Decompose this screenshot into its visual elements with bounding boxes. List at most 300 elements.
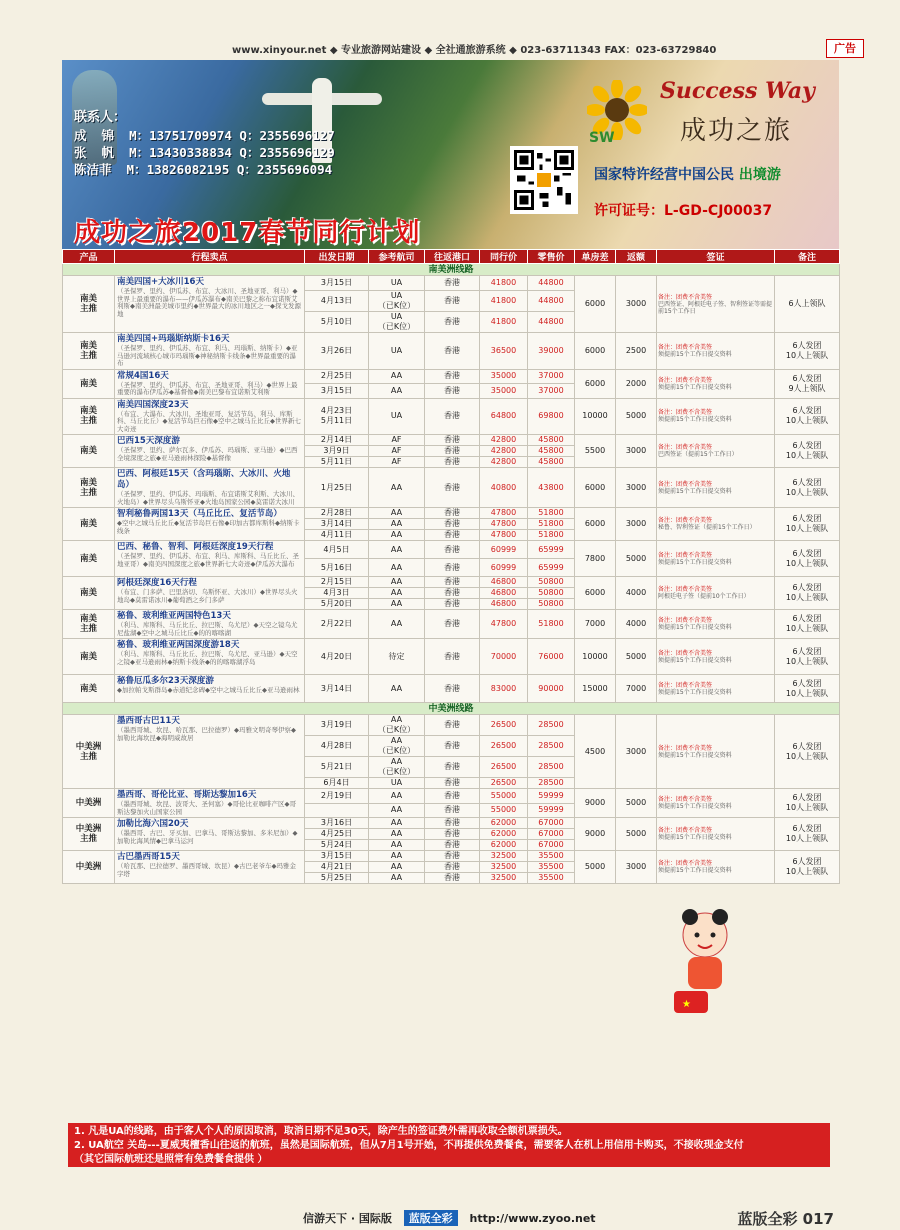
port-cell: 香港 [425, 715, 480, 736]
port-cell: 香港 [425, 757, 480, 778]
date-cell: 6月4日 [305, 778, 369, 789]
product-cell: 南美 [63, 577, 115, 610]
table-row [63, 333, 840, 370]
peer-price-cell: 32500 [480, 862, 528, 873]
single-supplement-cell: 4500 [575, 715, 616, 789]
visa-detail: 须提前15个工作日提交资料 [658, 751, 732, 759]
column-header: 行程卖点 [115, 250, 305, 264]
visa-heading: 备注：团费不含美签 [658, 293, 713, 301]
airline-cell: AA [369, 840, 425, 851]
airline-cell: AA [369, 862, 425, 873]
retail-price-cell: 28500 [528, 715, 575, 736]
airline-cell: AA [369, 577, 425, 588]
port-cell: 香港 [425, 457, 480, 468]
retail-price-cell: 37000 [528, 384, 575, 399]
date-cell: 4月25日 [305, 829, 369, 840]
contact-banner-text: www.xinyour.net ◆ 专业旅游网站建设 ◆ 全社通旅游系统 ◆ 023-63711343 FAX：023-63729840 [232, 45, 717, 56]
product-cell: 南美 主推 [63, 398, 115, 435]
itinerary-name: 南美四国深度23天 [117, 399, 189, 410]
visa-heading: 备注：团费不含美签 [658, 517, 713, 524]
retail-price-cell: 65999 [528, 559, 575, 577]
port-cell: 香港 [425, 588, 480, 599]
footer-url[interactable]: http://www.zyoo.net [469, 1212, 596, 1225]
airline-cell: AA [369, 829, 425, 840]
itinerary-cell [115, 333, 305, 370]
single-supplement-cell: 6000 [575, 468, 616, 508]
peer-price-cell: 35000 [480, 384, 528, 399]
retail-price-cell: 28500 [528, 757, 575, 778]
port-cell: 香港 [425, 818, 480, 829]
column-header: 签证 [657, 250, 775, 264]
single-supplement-cell: 9000 [575, 818, 616, 851]
itinerary-name: 加勒比海六国20天 [117, 819, 189, 829]
peer-price-cell: 35000 [480, 369, 528, 384]
port-cell: 香港 [425, 639, 480, 675]
itinerary-cell [115, 715, 305, 789]
itinerary-cell [115, 675, 305, 703]
itinerary-name: 秘鲁厄瓜多尔23天深度游 [117, 676, 214, 686]
airline-cell: AF [369, 446, 425, 457]
visa-detail: 阿根廷电子签（提前10个工作日） [658, 593, 750, 600]
rebate-cell: 3000 [616, 276, 657, 333]
port-cell: 香港 [425, 435, 480, 446]
retail-price-cell: 69800 [528, 398, 575, 435]
retail-price-cell: 37000 [528, 369, 575, 384]
airline-cell: AF [369, 435, 425, 446]
column-header: 出发日期 [305, 250, 369, 264]
remark-cell: 6人发团 10人上领队 [775, 715, 840, 789]
retail-price-cell: 35500 [528, 873, 575, 884]
visa-cell [657, 851, 775, 884]
visa-detail: 须提前15个工作日提交资料 [658, 487, 732, 495]
visa-detail: 巴西签证、阿根廷电子签、智利签证等需提前15个工作日 [658, 300, 773, 315]
page-title: 成功之旅2017春节同行计划 [74, 218, 421, 248]
visa-cell [657, 610, 775, 639]
port-cell: 香港 [425, 778, 480, 789]
contact-row: 陈洁菲 M：13826082195 Q：2355696094 [74, 162, 333, 177]
itinerary-name: 阿根廷深度16天行程 [117, 578, 197, 588]
product-cell: 中美洲 主推 [63, 715, 115, 789]
port-cell: 香港 [425, 851, 480, 862]
remark-cell: 6人发团 10人上领队 [775, 610, 840, 639]
visa-cell [657, 333, 775, 370]
date-cell: 3月19日 [305, 715, 369, 736]
remark-cell: 6人发团 10人上领队 [775, 468, 840, 508]
table-row [63, 468, 840, 508]
itinerary-name: 秘鲁、玻利维亚两国深度游18天 [117, 640, 240, 650]
retail-price-cell: 45800 [528, 457, 575, 468]
table-row [63, 276, 840, 291]
date-cell: 2月22日 [305, 610, 369, 639]
peer-price-cell: 47800 [480, 508, 528, 519]
retail-price-cell: 43800 [528, 468, 575, 508]
airline-cell: AA （已K位） [369, 736, 425, 757]
visa-heading: 备注：团费不含美签 [658, 409, 713, 417]
peer-price-cell: 60999 [480, 559, 528, 577]
table-row [63, 435, 840, 446]
visa-heading: 备注：团费不含美签 [658, 617, 713, 624]
itinerary-cell [115, 435, 305, 468]
retail-price-cell: 44800 [528, 312, 575, 333]
peer-price-cell: 83000 [480, 675, 528, 703]
table-row [63, 818, 840, 829]
visa-detail: 须提前15个工作日提交资料 [658, 383, 732, 391]
remark-cell: 6人发团 10人上领队 [775, 818, 840, 851]
retail-price-cell: 50800 [528, 588, 575, 599]
visa-detail: 须提前15个工作日提交资料 [658, 867, 732, 874]
page-number: 蓝版全彩 017 [737, 1210, 834, 1228]
license-number: 许可证号：L-GD-CJ00037 [594, 203, 773, 219]
single-supplement-cell: 6000 [575, 276, 616, 333]
section-title: 中美洲线路 [63, 703, 840, 715]
retail-price-cell: 51800 [528, 508, 575, 519]
column-header: 零售价 [528, 250, 575, 264]
remark-cell: 6人发团 10人上领队 [775, 675, 840, 703]
retail-price-cell: 39000 [528, 333, 575, 370]
cartoon-child-illustration [660, 905, 750, 1015]
table-row [63, 715, 840, 736]
single-supplement-cell: 7000 [575, 610, 616, 639]
peer-price-cell: 40800 [480, 468, 528, 508]
note-line: （其它国际航班还是照常有免费餐食提供 ） [74, 1154, 268, 1165]
date-cell: 3月15日 [305, 276, 369, 291]
section-row [63, 703, 840, 715]
product-cell: 南美 主推 [63, 468, 115, 508]
table-row [63, 851, 840, 862]
peer-price-cell: 41800 [480, 312, 528, 333]
rebate-cell: 2500 [616, 333, 657, 370]
product-cell: 中美洲 [63, 851, 115, 884]
visa-detail: 须提前15个工作日提交资料 [658, 656, 732, 664]
visa-cell [657, 508, 775, 541]
port-cell: 香港 [425, 333, 480, 370]
visa-detail: 须提前15个工作日提交资料 [658, 688, 732, 696]
port-cell: 香港 [425, 276, 480, 291]
itinerary-name: 南美四国+玛瑙斯纳斯卡16天 [117, 334, 230, 344]
peer-price-cell: 26500 [480, 715, 528, 736]
rebate-cell: 7000 [616, 675, 657, 703]
rebate-cell: 3000 [616, 715, 657, 789]
itinerary-cell [115, 398, 305, 435]
rebate-cell: 2000 [616, 369, 657, 398]
date-cell: 4月21日 [305, 862, 369, 873]
page-footer [0, 1208, 900, 1230]
ad-label: 广告 [826, 39, 864, 58]
peer-price-cell: 26500 [480, 736, 528, 757]
airline-cell: UA （已K位） [369, 312, 425, 333]
peer-price-cell: 47800 [480, 610, 528, 639]
airline-cell: AA [369, 468, 425, 508]
rebate-cell: 5000 [616, 541, 657, 577]
rebate-cell: 5000 [616, 639, 657, 675]
itinerary-desc: （哈瓦那、巴拉德罗、墨西哥城、坎昆）◆古巴老爷车◆玛雅金字塔 [117, 862, 296, 878]
column-header: 同行价 [480, 250, 528, 264]
visa-detail: 须提前15个工作日提交资料 [658, 624, 732, 631]
itinerary-name: 智利秘鲁两国13天（马丘比丘、复活节岛） [117, 509, 282, 519]
peer-price-cell: 41800 [480, 291, 528, 312]
retail-price-cell: 51800 [528, 519, 575, 530]
itinerary-desc: （利马、库斯科、马丘比丘、拉巴斯、乌尤尼）◆天空之镜乌尤尼盐湖◆空中之城马丘比丘◆的的喀喀湖 [117, 621, 298, 637]
contact-row: 成 锦 M：13751709974 Q：2355696127 [74, 128, 335, 143]
column-header: 单房差 [575, 250, 616, 264]
visa-detail: 须提前15个工作日提交资料 [658, 416, 732, 424]
itinerary-desc: ◆空中之城马丘比丘◆复活节岛巨石像◆印加古都库斯科◆纳斯卡线条 [117, 519, 300, 535]
itinerary-desc: （墨西哥、古巴、牙买加、巴拿马、哥斯达黎加、多米尼加）◆加勒比海风情◆巴拿马运河 [117, 829, 298, 845]
peer-price-cell: 42800 [480, 435, 528, 446]
airline-cell: AA [369, 789, 425, 804]
visa-cell [657, 435, 775, 468]
date-cell: 2月28日 [305, 508, 369, 519]
column-header: 产品 [63, 250, 115, 264]
date-cell: 3月15日 [305, 851, 369, 862]
airline-cell: AA [369, 599, 425, 610]
itinerary-name: 南美四国+大冰川16天 [117, 277, 204, 287]
itinerary-cell [115, 610, 305, 639]
port-cell: 香港 [425, 803, 480, 818]
rebate-cell: 3000 [616, 468, 657, 508]
peer-price-cell: 55000 [480, 789, 528, 804]
table-row [63, 398, 840, 435]
peer-price-cell: 32500 [480, 851, 528, 862]
itinerary-desc: （圣保罗、里约、伊瓜苏、玛瑙斯、布宜诺斯艾利斯、大冰川、火地岛）◆世界尽头乌斯怀亚◆火地岛国家公园◆莫雷诺大冰川 [117, 490, 299, 506]
remark-cell: 6人发团 10人上领队 [775, 541, 840, 577]
license-line: 国家特许经营中国公民 出境游 [594, 167, 781, 183]
airline-cell: UA [369, 778, 425, 789]
retail-price-cell: 44800 [528, 291, 575, 312]
remark-cell: 6人发团 10人上领队 [775, 333, 840, 370]
remark-cell: 6人发团 10人上领队 [775, 435, 840, 468]
itinerary-desc: （布宜、门多萨、巴里洛切、乌斯怀亚、大冰川）◆世界尽头火地岛◆莫雷诺冰川◆葡萄酒之乡门多萨 [117, 588, 298, 604]
single-supplement-cell: 9000 [575, 789, 616, 818]
product-cell: 南美 [63, 508, 115, 541]
port-cell: 香港 [425, 873, 480, 884]
footer-slogan: 信游天下 · 国际版 [303, 1212, 392, 1225]
product-cell: 中美洲 主推 [63, 818, 115, 851]
visa-detail: 巴西签证（提前15个工作日） [658, 451, 738, 458]
itinerary-table [62, 249, 840, 884]
peer-price-cell: 46800 [480, 599, 528, 610]
visa-cell [657, 577, 775, 610]
peer-price-cell: 55000 [480, 803, 528, 818]
date-cell: 2月25日 [305, 369, 369, 384]
date-cell: 4月3日 [305, 588, 369, 599]
airline-cell: AA （已K位） [369, 757, 425, 778]
itinerary-name: 墨西哥、哥伦比亚、哥斯达黎加16天 [117, 790, 257, 800]
date-cell: 4月5日 [305, 541, 369, 559]
port-cell: 香港 [425, 519, 480, 530]
port-cell: 香港 [425, 369, 480, 384]
itinerary-desc: （布宜、大瀑布、大冰川、圣地亚哥、复活节岛、利马、库斯科、马丘比丘）◆复活节岛巨石像◆空中之城马丘比丘◆世界新七大奇迹 [117, 409, 301, 433]
retail-price-cell: 59999 [528, 789, 575, 804]
retail-price-cell: 67000 [528, 829, 575, 840]
table-row [63, 508, 840, 519]
itinerary-desc: （圣保罗、里约、伊瓜苏、布宜、利马、玛瑙斯、纳斯卡）◆亚马逊河流域核心城市玛瑙斯◆神秘纳斯卡线条◆世界最重要的瀑布 [117, 344, 298, 367]
rebate-cell: 3000 [616, 851, 657, 884]
itinerary-name: 墨西哥古巴11天 [117, 716, 180, 726]
date-cell: 4月11日 [305, 530, 369, 541]
product-cell: 南美 [63, 369, 115, 398]
airline-cell: AF [369, 457, 425, 468]
itinerary-cell [115, 639, 305, 675]
visa-cell [657, 789, 775, 818]
section-row [63, 264, 840, 276]
date-cell: 4月28日 [305, 736, 369, 757]
peer-price-cell: 42800 [480, 446, 528, 457]
peer-price-cell: 46800 [480, 588, 528, 599]
date-cell: 3月14日 [305, 519, 369, 530]
note-line: 1. 凡是UA的线路，由于客人个人的原因取消，取消日期不足30天，除产生的签证费外需再收取全额机票损失。 [74, 1126, 568, 1137]
product-cell: 中美洲 [63, 789, 115, 818]
date-cell: 5月24日 [305, 840, 369, 851]
visa-heading: 备注：团费不含美签 [658, 860, 713, 867]
remark-cell: 6人发团 10人上领队 [775, 398, 840, 435]
itinerary-name: 巴西、秘鲁、智利、阿根廷深度19天行程 [117, 542, 274, 552]
peer-price-cell: 62000 [480, 818, 528, 829]
column-header: 备注 [775, 250, 840, 264]
product-cell: 南美 主推 [63, 610, 115, 639]
table-header-row [63, 250, 840, 264]
port-cell: 香港 [425, 840, 480, 851]
date-cell: 3月16日 [305, 818, 369, 829]
product-cell: 南美 主推 [63, 333, 115, 370]
airline-cell: AA [369, 851, 425, 862]
visa-heading: 备注：团费不含美签 [658, 376, 713, 384]
date-cell: 5月16日 [305, 559, 369, 577]
brand-logo-mark: SW [589, 130, 615, 146]
airline-cell: AA [369, 588, 425, 599]
table-row [63, 639, 840, 675]
remark-cell: 6人发团 10人上领队 [775, 789, 840, 818]
qr-code-icon [510, 146, 578, 214]
port-cell: 香港 [425, 530, 480, 541]
rebate-cell: 5000 [616, 789, 657, 818]
airline-cell: AA [369, 508, 425, 519]
retail-price-cell: 44800 [528, 276, 575, 291]
airline-cell: AA [369, 384, 425, 399]
date-cell: 4月23日 5月11日 [305, 398, 369, 435]
airline-cell: AA [369, 530, 425, 541]
visa-detail: 秘鲁、智利签证（提前15个工作日） [658, 524, 756, 531]
itinerary-name: 常规4国16天 [117, 370, 169, 381]
airline-cell: AA [369, 818, 425, 829]
airline-cell: AA [369, 610, 425, 639]
itinerary-name: 秘鲁、玻利维亚两国特色13天 [117, 611, 231, 621]
peer-price-cell: 64800 [480, 398, 528, 435]
peer-price-cell: 70000 [480, 639, 528, 675]
visa-heading: 备注：团费不含美签 [658, 480, 713, 488]
visa-cell [657, 468, 775, 508]
single-supplement-cell: 6000 [575, 577, 616, 610]
retail-price-cell: 67000 [528, 818, 575, 829]
port-cell: 香港 [425, 541, 480, 559]
port-cell: 香港 [425, 559, 480, 577]
visa-heading: 备注：团费不含美签 [658, 649, 713, 657]
date-cell: 1月25日 [305, 468, 369, 508]
peer-price-cell: 26500 [480, 757, 528, 778]
column-header: 参考航司 [369, 250, 425, 264]
itinerary-name: 巴西15天深度游 [117, 436, 180, 446]
date-cell: 5月20日 [305, 599, 369, 610]
itinerary-cell [115, 851, 305, 884]
single-supplement-cell: 10000 [575, 639, 616, 675]
itinerary-desc: （圣保罗、里约、伊瓜苏、布宜、大冰川、圣地亚哥、利马）◆世界上最重要的瀑布——伊瓜苏瀑布◆南美巴黎之称布宜诺斯艾利斯◆南美洲最美城市里约◆世界最大的冰川地区之一◆探戈发源地 [117, 287, 301, 318]
peer-price-cell: 26500 [480, 778, 528, 789]
date-cell: 5月25日 [305, 873, 369, 884]
itinerary-cell [115, 541, 305, 577]
date-cell [305, 803, 369, 818]
itinerary-name: 古巴墨西哥15天 [117, 852, 180, 862]
peer-price-cell: 47800 [480, 530, 528, 541]
airline-cell: AA [369, 519, 425, 530]
remark-cell: 6人发团 9人上领队 [775, 369, 840, 398]
port-cell: 香港 [425, 446, 480, 457]
retail-price-cell: 35500 [528, 862, 575, 873]
date-cell: 5月11日 [305, 457, 369, 468]
footer-badge: 蓝版全彩 [404, 1210, 458, 1226]
retail-price-cell: 51800 [528, 610, 575, 639]
visa-cell [657, 675, 775, 703]
port-cell: 香港 [425, 312, 480, 333]
brand-name-en: Success Way [660, 78, 815, 104]
date-cell: 3月26日 [305, 333, 369, 370]
top-banner [0, 38, 900, 58]
itinerary-name: 巴西、阿根廷15天（含玛瑙斯、大冰川、火地岛） [117, 469, 291, 490]
visa-cell [657, 398, 775, 435]
remark-cell: 6人发团 10人上领队 [775, 577, 840, 610]
rebate-cell: 5000 [616, 818, 657, 851]
visa-detail: 须提前15个工作日提交资料 [658, 803, 732, 810]
retail-price-cell: 28500 [528, 736, 575, 757]
product-cell: 南美 [63, 639, 115, 675]
svg-text:★: ★ [682, 999, 691, 1010]
visa-cell [657, 639, 775, 675]
visa-heading: 备注：团费不含美签 [658, 681, 713, 689]
peer-price-cell: 42800 [480, 457, 528, 468]
airline-cell: AA [369, 873, 425, 884]
product-cell: 南美 [63, 541, 115, 577]
table-row [63, 541, 840, 559]
retail-price-cell: 50800 [528, 599, 575, 610]
contacts-title: 联系人： [74, 110, 127, 125]
table-row [63, 610, 840, 639]
itinerary-desc: （利马、库斯科、马丘比丘、拉巴斯、乌尤尼、亚马逊）◆天空之镜◆亚马逊雨林◆纳斯卡线条◆的的喀喀湖浮岛 [117, 650, 298, 666]
retail-price-cell: 35500 [528, 851, 575, 862]
peer-price-cell: 36500 [480, 333, 528, 370]
date-cell: 2月14日 [305, 435, 369, 446]
port-cell: 香港 [425, 384, 480, 399]
itinerary-cell [115, 818, 305, 851]
table-row [63, 369, 840, 384]
single-supplement-cell: 6000 [575, 369, 616, 398]
visa-heading: 备注：团费不含美签 [658, 551, 713, 559]
itinerary-desc: （圣保罗、里约、伊瓜苏、布宜、利马、库斯科、马丘比丘、圣地亚哥）◆南美四国深度之旅◆世界新七大奇迹◆伊瓜苏大瀑布 [117, 552, 299, 568]
date-cell: 2月19日 [305, 789, 369, 804]
visa-cell [657, 276, 775, 333]
visa-heading: 备注：团费不含美签 [658, 444, 713, 451]
port-cell: 香港 [425, 508, 480, 519]
visa-cell [657, 715, 775, 789]
notes-box [68, 1123, 830, 1167]
visa-detail: 须提前15个工作日提交资料 [658, 834, 732, 841]
airline-cell: AA （已K位） [369, 715, 425, 736]
single-supplement-cell: 5000 [575, 851, 616, 884]
date-cell: 4月20日 [305, 639, 369, 675]
peer-price-cell: 62000 [480, 840, 528, 851]
airline-cell: UA [369, 276, 425, 291]
peer-price-cell: 32500 [480, 873, 528, 884]
rebate-cell: 3000 [616, 435, 657, 468]
peer-price-cell: 41800 [480, 276, 528, 291]
